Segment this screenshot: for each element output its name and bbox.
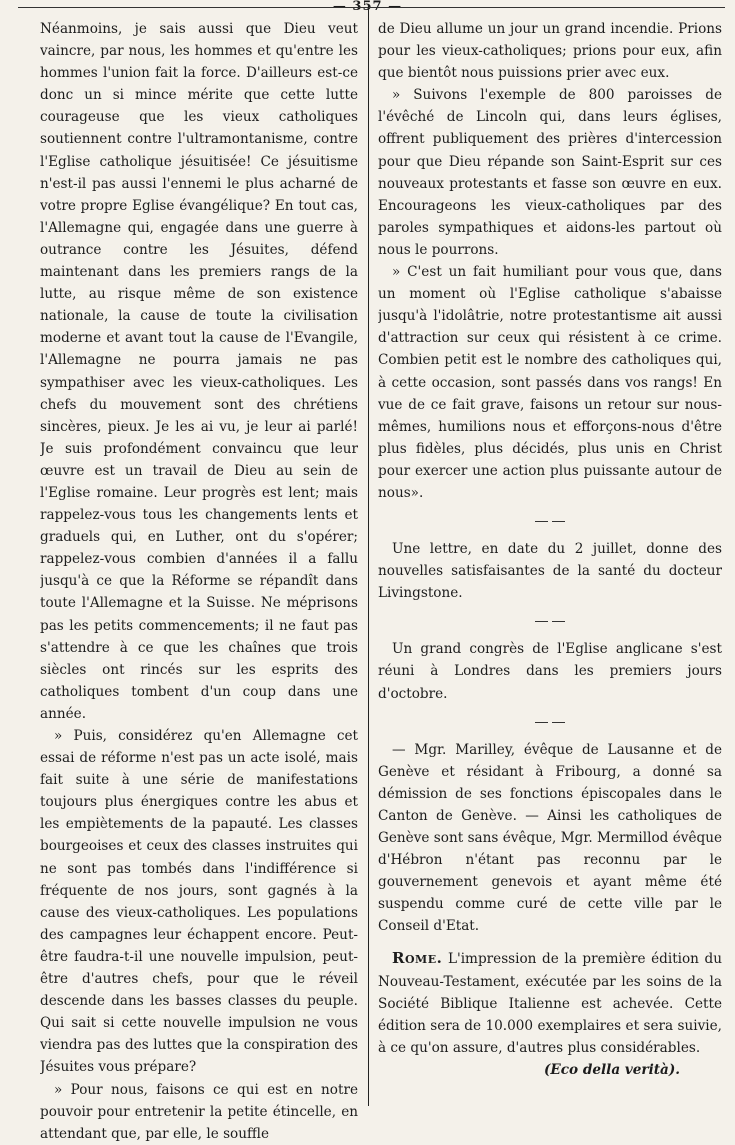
news-livingstone: Une lettre, en date du 2 juillet, donne des nouvelles satisfaisantes de la santé du docteur Livingstone. <box>378 541 722 602</box>
separator <box>378 711 722 733</box>
page-number: — 357 — <box>332 0 403 14</box>
paragraph-neanmoins: Néanmoins, je sais aussi que Dieu veut vaincre, par nous, les hommes et qu'entre les hommes l'union fait la force. D'ailleurs est-ce donc un si mince mérite que cette lutte courageuse que les vieux catholiques soutiennent contre l'ultramontanisme, contre l'Eglise catholique jésuitisée! Ce jésuitisme n'est-il pas aussi l'ennemi le plus acharné de votre propre Eglise évangélique? En tout cas, l'Allemagne qui, engagée dans une guerre à outrance contre les Jésuites, défend maintenant dans les premiers rangs de la lutte, au risque même de son existence nationale, la cause de toute la civilisation moderne et avant tout la cause de l'Evangile, l'Allemagne ne pourra jamais ne pas sympathiser avec les vieux-catholiques. Les chefs du mouvement sont des chrétiens sincères, pieux. Je les ai vu, je leur ai parlé! Je suis profondément convaincu que leur œuvre est un travail de Dieu au sein de l'Eglise romaine. Leur progrès est lent; mais rappelez-vous tous les changements lents et graduels qui, en Luther, ont du s'opérer; rappelez-vous combien d'années il a fallu jusqu'à ce que la Réforme se répandît dans toute l'Allemagne et la Suisse. Ne méprisons pas les petits commencements; il ne faut pas s'attendre à ce que les chaînes que trois siècles ont rincés sur les esprits des catholiques tombent d'un coup dans une année. <box>40 21 358 722</box>
paragraph-lincoln: » Suivons l'exemple de 800 paroisses de l'évêché de Lincoln qui, dans leurs églises, offrent publiquement des prières d'intercession pour que Dieu répande son Saint-Esprit sur ces nouveaux protestants et fasse son œuvre en eux. Encourageons les vieux-catholiques par des paroles sympathiques et aidons-les partout où nous le pourrons. <box>378 87 722 258</box>
column-divider <box>368 7 369 1106</box>
news-congress: Un grand congrès de l'Eglise anglicane s'est réuni à Londres dans les premiers jours d'octobre. <box>378 641 722 702</box>
right-column <box>378 18 722 1081</box>
separator <box>378 610 722 632</box>
paragraph-continuation: de Dieu allume un jour un grand incendie. Prions pour les vieux-catholiques; prions pour eux, afin que bientôt nous puissions prier avec eux. <box>378 21 722 82</box>
header-rule <box>18 7 725 8</box>
paragraph-pour-nous: » Pour nous, faisons ce qui est en notre pouvoir pour entretenir la petite étincelle, en attendant que, par elle, le souffle <box>40 1081 358 1142</box>
rome-source: (Eco della verità). <box>543 1061 680 1078</box>
left-column <box>40 18 358 1145</box>
news-rome <box>378 947 722 1058</box>
paragraph-humiliant: » C'est un fait humiliant pour vous que, dans un moment où l'Eglise catholique s'abaisse jusqu'à l'idolâtrie, notre protestantisme ait aussi d'attraction sur ceux qui résistent à ce crime. Combien petit est le nombre des catholiques qui, à cette occasion, sont passés dans vos rangs! En vue de ce fait grave, faisons un retour sur nous-mêmes, humilions nous et efforçons-nous d'être plus fidèles, plus décidés, plus unis en Christ pour exercer une action plus puissante autour de nous». <box>378 264 722 501</box>
paragraph-puis: » Puis, considérez qu'en Allemagne cet essai de réforme n'est pas un acte isolé, mais fait suite à une série de manifestations toujours plus énergiques contre les abus et les empiètements de la papauté. Les classes bourgeoises et ceux des classes instruites qui ne sont pas tombés dans l'indifférence si fréquente de nos jours, sont gagnés à la cause des vieux-catholiques. Les populations des campagnes leur échappent encore. Peut-être faudra-t-il une nouvelle impulsion, peut-être d'autres chefs, pour que le réveil descende dans les basses classes du peuple. Qui sait si cette nouvelle impulsion ne vous viendra pas des luttes que la conspiration des Jésuites vous prépare? <box>40 728 358 1076</box>
rome-heading: Rome. <box>392 949 443 968</box>
rome-text: L'impression de la première édition du Nouveau-Testament, exécutée par les soins de la Société Biblique Italienne est achevée. Cette édition sera de 10.000 exemplaires et sera suivie, à ce qu'on assure, d'autres plus considérables. <box>378 951 722 1056</box>
news-marilley: — Mgr. Marilley, évêque de Lausanne et de Genève et résidant à Fribourg, a donné sa démission de ses fonctions épiscopales dans le Canton de Genève. — Ainsi les catholiques de Genève sont sans évêque, Mgr. Mermillod évêque d'Hébron n'étant pas reconnu par le gouvernement genevois et ayant même été suspendu comme curé de cette ville par le Conseil d'Etat. <box>378 741 722 935</box>
separator <box>378 510 722 532</box>
